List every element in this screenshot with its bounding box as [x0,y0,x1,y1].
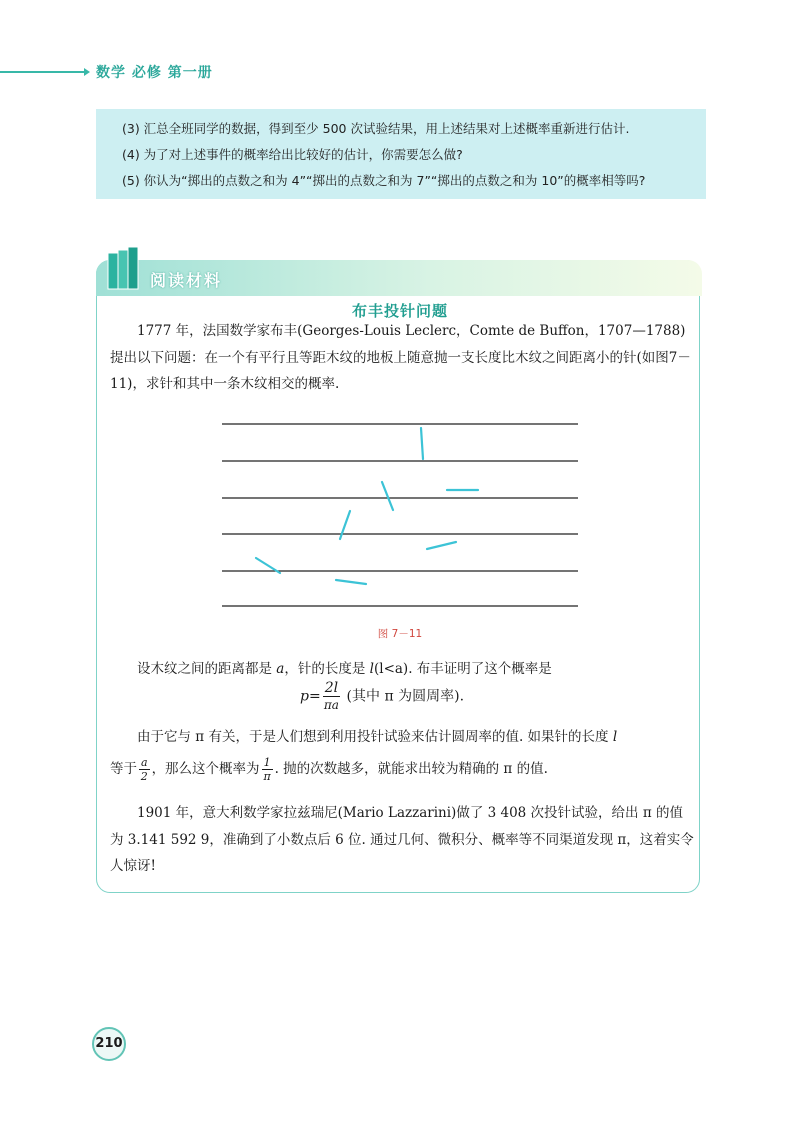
paragraph-pi-relation-cont: 等于 $\frac{a}{2}$ ，那么这个概率为 $\frac{1}{\pi}$ . 抛的次数越多，就能求出较为精确的 π 的值. [110,756,548,783]
exercise-item-3: (3) 汇总全班同学的数据，得到至少 500 次试验结果，用上述结果对上述概率重新进行估计. [122,121,630,136]
paragraph-intro: 1777 年，法国数学家布丰(Georges-Louis Leclerc，Comte de Buffon，1707—1788)提出以下问题：在一个有平行且等距木纹的地板上随意抛一支长度比木纹之间距离小的针(如图7－11)，求针和其中一条木纹相交的概率. [110,323,691,392]
figure-caption: 图 7－11 [377,628,423,640]
needle [382,482,393,510]
header-arrow-icon [84,68,90,76]
paragraph-setup: 设木纹之间的距离都是 a，针的长度是 l(l<a). 布丰证明了这个概率是 [137,661,552,677]
needle [340,511,350,539]
formula-fraction: $\frac{2l}{\pi a}$ [323,680,339,712]
reading-label: 阅读材料 [150,271,223,290]
paragraph-lazzarini: 1901 年，意大利数学家拉兹瑞尼(Mario Lazzarini)做了 3 408 次投针试验，给出 π 的值为 3.141 592 9，准确到了小数点后 6 位. 通过几何、微积分、概率等不同渠道发现 π，这着实令人惊讶! [110,805,694,874]
fraction-a-over-2: $\frac{a}{2}$ [140,756,148,783]
page-number: 210 [92,1027,126,1061]
exercise-item-5: (5) 你认为“掷出的点数之和为 4”“掷出的点数之和为 7”“掷出的点数之和为 10”的概率相等吗? [122,173,646,188]
fraction-1-over-pi: $\frac{1}{\pi}$ [263,756,271,783]
running-header: 数学 必修 第一册 [96,65,213,81]
paragraph-pi-relation: 由于它与 π 有关，于是人们想到利用投针试验来估计圆周率的值. 如果针的长度 l [137,729,618,745]
exercise-item-4: (4) 为了对上述事件的概率给出比较好的估计，你需要怎么做? [122,147,463,162]
buffon-needle-figure [218,410,582,615]
exercise-box [96,109,706,199]
probability-formula: p= $\frac{2l}{\pi a}$ (其中 π 为圆周率). [300,680,465,712]
books-icon [106,247,142,291]
needle [336,580,366,584]
header-rule [0,71,86,73]
article-title: 布丰投针问题 [351,302,448,320]
needle [427,542,456,549]
needle [421,428,423,459]
